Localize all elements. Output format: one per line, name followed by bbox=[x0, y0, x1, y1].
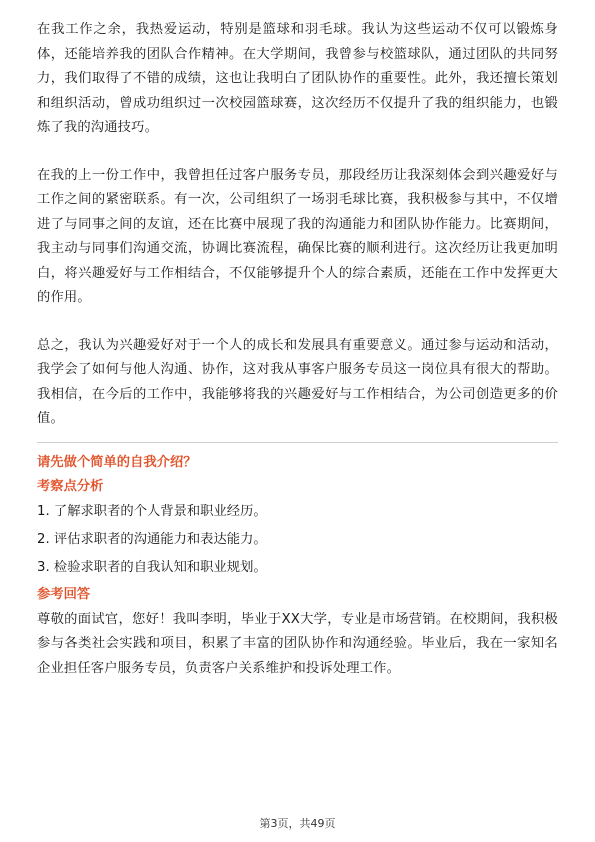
page-content bbox=[37, 18, 558, 681]
list-item: 3. 检验求职者的自我认知和职业规划。 bbox=[37, 559, 267, 575]
list-item: 1. 了解求职者的个人背景和职业经历。 bbox=[37, 503, 267, 519]
section-divider bbox=[37, 442, 558, 443]
reference-answer: 尊敬的面试官，您好！我叫李明，毕业于XX大学，专业是市场营销。在校期间，我积极参与各类社会实践和项目，积累了丰富的团队协作和沟通经验。毕业后，我在一家知名企业担任客户服务专员，负责客户关系维护和投诉处理工作。 bbox=[37, 611, 558, 676]
paragraph-hobbies: 在我工作之余，我热爱运动，特别是篮球和羽毛球。我认为这些运动不仅可以锻炼身体，还能培养我的团队合作精神。在大学期间，我曾参与校篮球队，通过团队的共同努力，我们取得了不错的成绩，这也让我明白了团队协作的重要性。此外，我还擅长策划和组织活动，曾成功组织过一次校园篮球赛，这次经历不仅提升了我的组织能力，也锻炼了我的沟通技巧。 bbox=[37, 22, 558, 135]
paragraph-previous-job: 在我的上一份工作中，我曾担任过客户服务专员，那段经历让我深刻体会到兴趣爱好与工作之间的紧密联系。有一次，公司组织了一场羽毛球比赛，我积极参与其中，不仅增进了与同事之间的友谊，还在比赛中展现了我的沟通能力和团队协作能力。比赛期间，我主动与同事们沟通交流，协调比赛流程，确保比赛的顺利进行。这次经历让我更加明白，将兴趣爱好与工作相结合，不仅能够提升个人的综合素质，还能在工作中发挥更大的作用。 bbox=[37, 167, 558, 305]
page-number: 第3页，共49页 bbox=[259, 817, 336, 830]
analysis-heading: 考察点分析 bbox=[37, 478, 104, 494]
analysis-list bbox=[37, 498, 558, 582]
interview-question: 请先做个简单的自我介绍？ bbox=[37, 454, 197, 470]
list-item: 2. 评估求职者的沟通能力和表达能力。 bbox=[37, 531, 267, 547]
paragraph-conclusion: 总之，我认为兴趣爱好对于一个人的成长和发展具有重要意义。通过参与运动和活动，我学会了如何与他人沟通、协作，这对我从事客户服务专员这一岗位具有很大的帮助。我相信，在今后的工作中，我能够将我的兴趣爱好与工作相结合，为公司创造更多的价值。 bbox=[37, 337, 558, 426]
answer-heading: 参考回答 bbox=[37, 586, 91, 602]
